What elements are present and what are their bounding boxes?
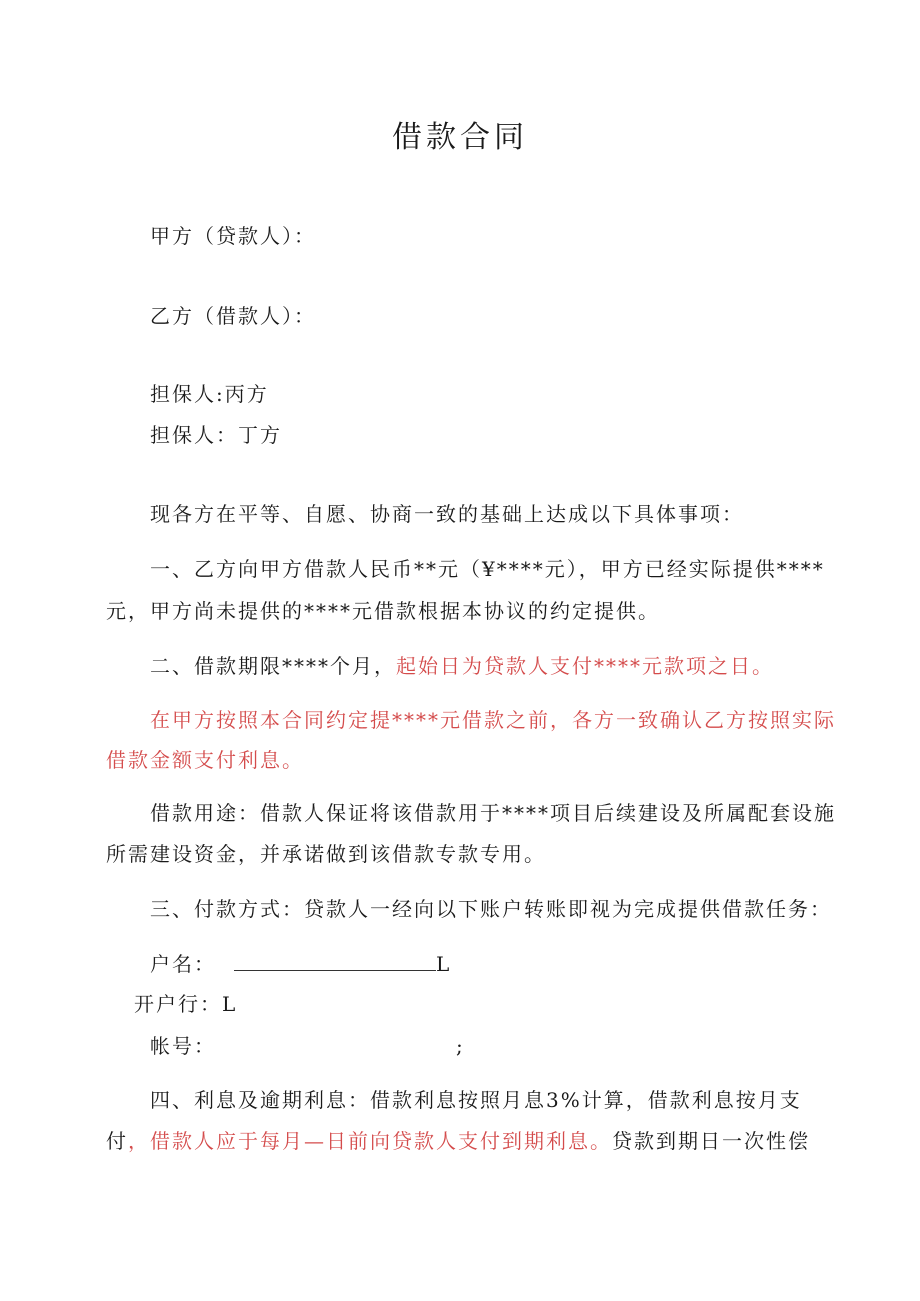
clause-1-line-2: 元，甲方尚未提供的****元借款根据本协议的约定提供。 <box>106 599 660 623</box>
account-number-label: 帐号： <box>150 1034 216 1058</box>
account-number-suffix: ; <box>456 1034 465 1058</box>
clause-4-interest-due: ，借款人应于每月—日前向贷款人支付到期利息。 <box>128 1129 612 1153</box>
clause-2-red-line-1: 在甲方按照本合同约定提****元借款之前，各方一致确认乙方按照实际 <box>150 708 836 732</box>
document-title: 借款合同 <box>392 120 528 155</box>
bank-line: 开户行：L <box>134 992 238 1016</box>
intro-paragraph: 现各方在平等、自愿、协商一致的基础上达成以下具体事项： <box>150 502 744 526</box>
clause-2-line-1 <box>150 650 774 679</box>
clause-1-line-1: 一、乙方向甲方借款人民币**元（¥****元），甲方已经实际提供**** <box>150 557 825 581</box>
clause-2-red-line-2: 借款金额支付利息。 <box>106 748 304 772</box>
clause-2-start-date: 起始日为贷款人支付****元款项之日。 <box>396 654 774 678</box>
account-name-line <box>150 948 451 977</box>
borrower-line: 乙方（借款人）： <box>150 304 316 328</box>
clause-4-end: 贷款到期日一次性偿 <box>612 1129 810 1153</box>
account-number-line <box>150 1030 465 1059</box>
account-name-suffix: L <box>436 952 452 976</box>
clause-4-line-1: 四、利息及逾期利息：借款利息按照月息3%计算，借款利息按月支 <box>150 1088 802 1112</box>
guarantor-2-line: 担保人：丁方 <box>150 423 282 447</box>
account-name-label: 户名： <box>150 952 216 976</box>
clause-4-start: 付 <box>106 1129 128 1153</box>
clause-4-line-2 <box>106 1125 810 1154</box>
account-name-blank <box>234 952 436 971</box>
guarantor-1-line: 担保人:丙方 <box>150 382 269 406</box>
clause-3-line-1: 三、付款方式：贷款人一经向以下账户转账即视为完成提供借款任务： <box>150 897 832 921</box>
usage-line-2: 所需建设资金，并承诺做到该借款专款专用。 <box>106 842 546 866</box>
usage-line-1: 借款用途：借款人保证将该借款用于****项目后续建设及所属配套设施 <box>150 801 836 825</box>
lender-line: 甲方（贷款人）： <box>150 224 316 248</box>
clause-2-term: 二、借款期限****个月， <box>150 654 396 678</box>
